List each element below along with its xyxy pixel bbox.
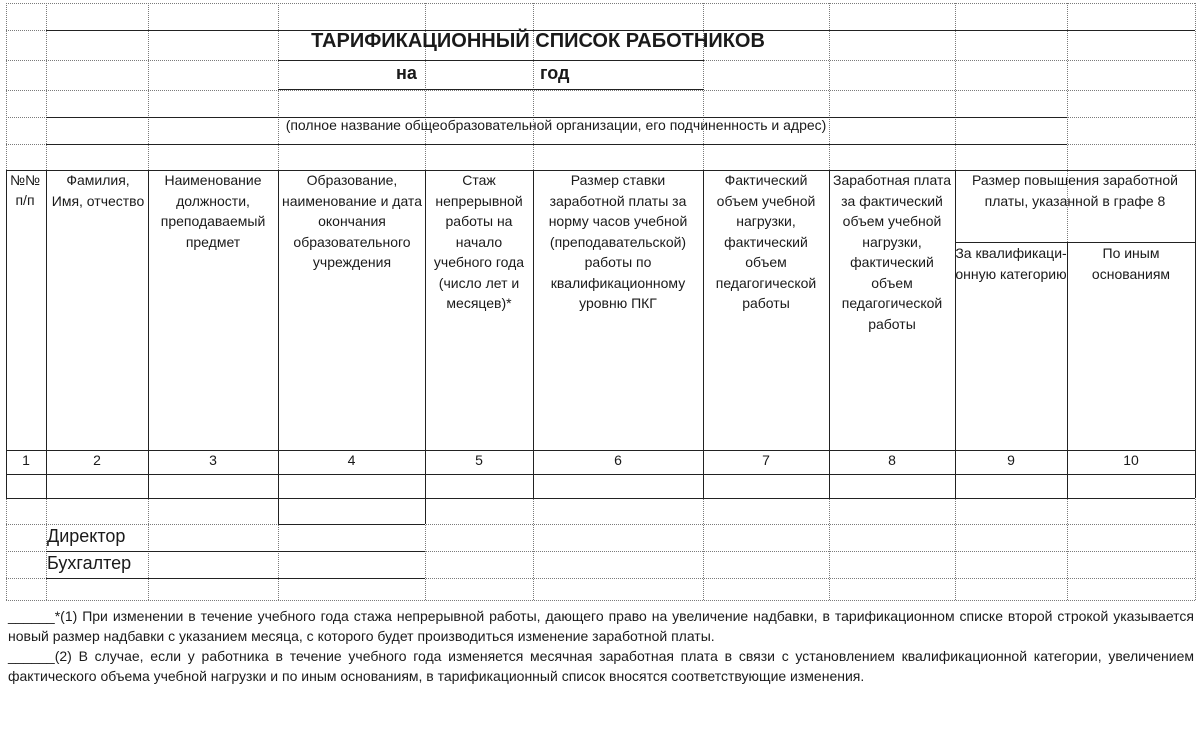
header-col-6: Размер ставки заработной платы за норму часов учебной (преподавательской) работы по квалификационному уровню ПКГ: [548, 172, 688, 311]
year-prefix: на: [396, 63, 417, 83]
table-border: [46, 170, 47, 498]
col-number-3: 3: [209, 452, 217, 468]
col-number-8: 8: [888, 452, 896, 468]
header-col-5: Стаж непрерывной работы на начало учебного года (число лет и месяцев)*: [433, 172, 525, 311]
table-border: [6, 450, 1195, 451]
header-col-4: Образование, наименование и дата окончания образовательного учреждения: [282, 172, 422, 270]
table-border: [425, 498, 426, 524]
footnote-1: ______*(1) При изменении в течение учебного года стажа непрерывной работы, дающего право на увеличение надбавки, в тарификационном списке второй строкой указывается новый размер надбавки с указанием месяца, с которого будет производиться изменение заработной платы.: [8, 608, 1194, 644]
signature-line: [46, 578, 425, 579]
table-border: [1195, 170, 1196, 498]
col-number-6: 6: [614, 452, 622, 468]
year-suffix: год: [540, 63, 570, 83]
gridline-horizontal: [6, 524, 1195, 525]
rule-line: [278, 60, 704, 61]
header-col-7: Фактический объем учебной нагрузки, фактический объем педагогической работы: [715, 172, 817, 311]
rule-line: [46, 144, 1067, 145]
header-col-3: Наименование должности, преподаваемый предмет: [160, 172, 266, 250]
rule-line: [278, 89, 704, 90]
rule-line: [278, 524, 425, 525]
form-title: ТАРИФИКАЦИОННЫЙ СПИСОК РАБОТНИКОВ: [311, 30, 765, 52]
header-col-2: Фамилия, Имя, отчество: [51, 172, 145, 209]
accountant-label: Бухгалтер: [47, 553, 132, 573]
footnotes: [8, 606, 1194, 686]
col-number-10: 10: [1123, 452, 1139, 468]
table-border: [278, 498, 279, 524]
header-col-8: Заработная плата за фактический объем учебной нагрузки, фактический объем педагогической работы: [833, 172, 951, 332]
table-border: [6, 170, 7, 498]
col-number-2: 2: [93, 452, 101, 468]
col-number-1: 1: [22, 452, 30, 468]
footnote-2: ______(2) В случае, если у работника в течение учебного года изменяется месячная заработная плата в связи с установлением квалификационной категории, увеличением фактического объема учебной нагрузки и по иным основаниям, в тарификационный список вносятся соответствующие изменения.: [8, 648, 1194, 684]
col-number-5: 5: [475, 452, 483, 468]
table-border: [6, 498, 1195, 499]
col-number-9: 9: [1007, 452, 1015, 468]
org-caption: (полное название общеобразовательной организации, его подчиненность и адрес): [285, 117, 827, 133]
header-col-1: №№ п/п: [9, 172, 41, 208]
gridline-horizontal: [6, 3, 1195, 4]
signature-line: [46, 551, 425, 552]
subheader-col-10: По иным основаниям: [1091, 245, 1171, 282]
director-label: Директор: [47, 526, 126, 546]
header-col-9-10: Размер повышения заработной платы, указанной в графе 8: [972, 172, 1178, 209]
col-number-4: 4: [347, 452, 356, 468]
subheader-col-9: За квалификаци-онную категорию: [955, 245, 1067, 282]
gridline-horizontal: [6, 600, 1195, 601]
col-number-7: 7: [762, 452, 770, 468]
table-border: [955, 170, 956, 498]
table-border: [6, 474, 1195, 475]
gridline-horizontal: [6, 90, 1195, 91]
